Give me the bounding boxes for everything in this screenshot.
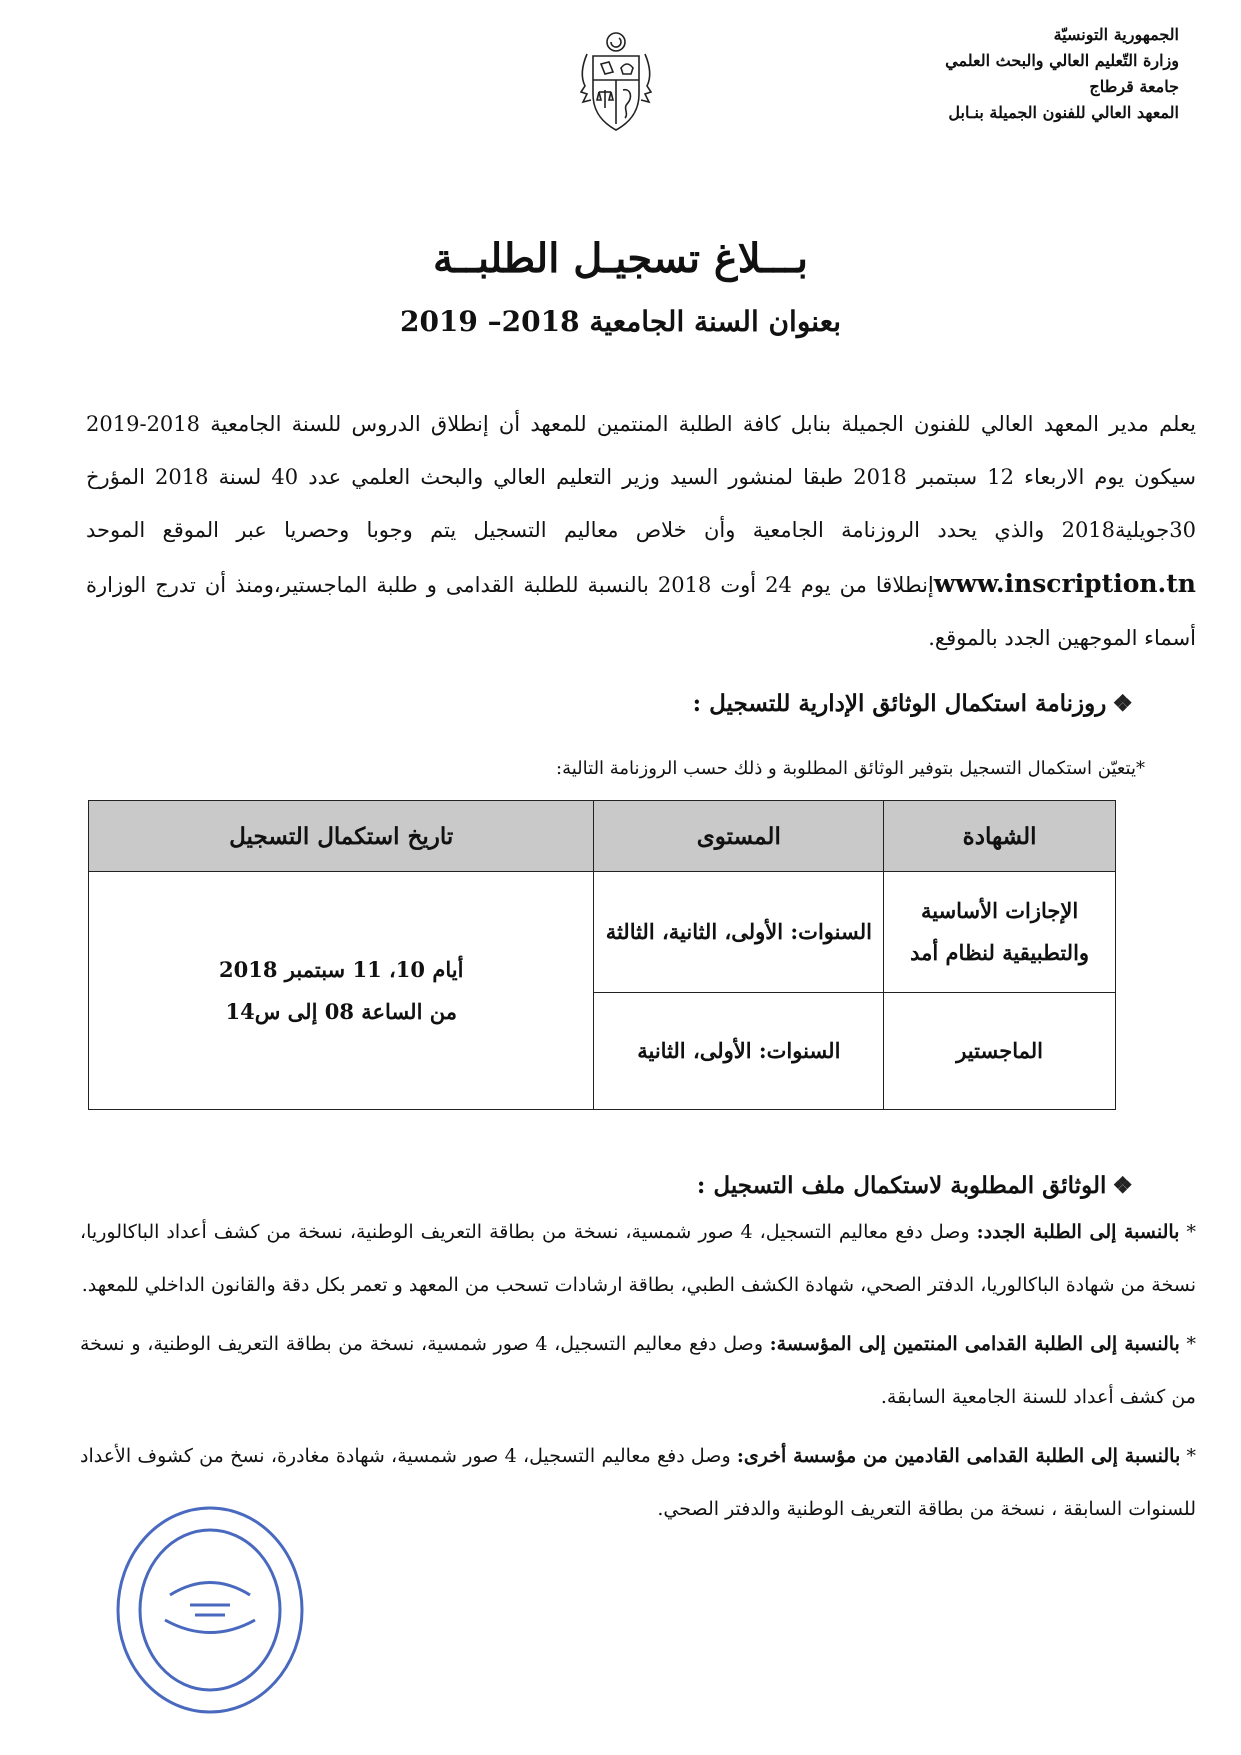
intro-tail: إنطلاقا من يوم 24 أوت 2018 بالنسبة للطلبة القدامى و طلبة الماجستير،ومنذ أن تدرج الوزارة أسماء الموجهين الجدد بالموقع. bbox=[86, 573, 1196, 650]
time-line: من الساعة 08 إلى س14 bbox=[225, 998, 457, 1024]
date-line: أيام 10، 11 سبتمبر 2018 bbox=[219, 956, 464, 982]
item-text: وصل دفع معاليم التسجيل، 4 صور شمسية، شهادة مغادرة، نسخ من كشوف الأعداد للسنوات السابقة ، نسخة من بطاقة التعريف الوطنية والدفتر الصحي. bbox=[80, 1445, 1196, 1520]
item-lead: بالنسبة إلى الطلبة القدامى المنتمين إلى المؤسسة: bbox=[769, 1333, 1180, 1355]
header-line: وزارة التّعليم العالي والبحث العلمي bbox=[945, 51, 1179, 70]
diamond-bullet-icon: ❖ bbox=[1112, 1172, 1133, 1199]
item-mark: * bbox=[1186, 1333, 1196, 1355]
column-header-date: تاريخ استكمال التسجيل bbox=[89, 801, 594, 872]
table-row bbox=[89, 872, 1116, 993]
intro-text: يعلم مدير المعهد العالي للفنون الجميلة بنابل كافة الطلبة المنتمين للمعهد أن إنطلاق الدروس للسنة الجامعية 2018-2019 سيكون يوم الاربعاء 12 سبتمبر 2018 طبقا لمنشور السيد وزير التعليم العالي والبحث العلمي عدد 40 لسنة 2018 المؤرخ 30جويلية2018 والذي يحدد الروزنامة الجامعية وأن خلاص معاليم التسجيل يتم وجوبا وحصريا عبر الموقع الموحد bbox=[86, 412, 1196, 542]
official-stamp-icon bbox=[110, 1500, 310, 1720]
cell-level: السنوات: الأولى، الثانية bbox=[594, 993, 884, 1110]
institution-header bbox=[879, 22, 1179, 126]
list-item bbox=[80, 1206, 1196, 1312]
coat-of-arms-icon bbox=[575, 28, 657, 136]
documents-list bbox=[80, 1206, 1196, 1542]
diamond-bullet-icon: ❖ bbox=[1112, 690, 1133, 717]
cell-degree: الإجازات الأساسية والتطبيقية لنظام أمد bbox=[884, 872, 1116, 993]
page-title: بـــلاغ تسجيـل الطلبــة bbox=[433, 235, 808, 282]
intro-paragraph bbox=[86, 398, 1196, 665]
header-line: جامعة قرطاج bbox=[1089, 77, 1179, 96]
registration-calendar-table bbox=[88, 800, 1116, 1110]
list-item bbox=[80, 1318, 1196, 1424]
section-calendar-heading bbox=[693, 690, 1133, 717]
section-heading-text: الوثائق المطلوبة لاستكمال ملف التسجيل : bbox=[696, 1172, 1107, 1199]
item-lead: بالنسبة إلى الطلبة الجدد: bbox=[976, 1221, 1180, 1243]
page-subtitle: بعنوان السنة الجامعية 2018– 2019 bbox=[399, 305, 842, 338]
cell-degree: الماجستير bbox=[884, 993, 1116, 1110]
cell-dates bbox=[89, 872, 594, 1110]
section-documents-heading bbox=[697, 1172, 1133, 1199]
section-heading-text: روزنامة استكمال الوثائق الإدارية للتسجيل : bbox=[692, 690, 1107, 717]
table-header-row bbox=[89, 801, 1116, 872]
registration-url: www.inscription.tn bbox=[933, 569, 1196, 598]
column-header-degree: الشهادة bbox=[884, 801, 1116, 872]
header-line: المعهد العالي للفنون الجميلة بنـابل bbox=[948, 103, 1179, 122]
calendar-note: *يتعيّن استكمال التسجيل بتوفير الوثائق المطلوبة و ذلك حسب الروزنامة التالية: bbox=[556, 758, 1145, 779]
header-line: الجمهورية التونسيّة bbox=[1053, 25, 1179, 44]
item-text: وصل دفع معاليم التسجيل، 4 صور شمسية، نسخة من بطاقة التعريف الوطنية، نسخة من كشف أعداد الباكالوريا، نسخة من شهادة الباكالوريا، الدفتر الصحي، شهادة الكشف الطبي، بطاقة ارشادات تسحب من المعهد و تعمر بكل دقة والقانون الداخلي للمعهد. bbox=[80, 1221, 1196, 1296]
column-header-level: المستوى bbox=[594, 801, 884, 872]
item-mark: * bbox=[1186, 1221, 1196, 1243]
cell-level: السنوات: الأولى، الثانية، الثالثة bbox=[594, 872, 884, 993]
item-mark: * bbox=[1186, 1445, 1197, 1467]
item-text: وصل دفع معاليم التسجيل، 4 صور شمسية، نسخة من بطاقة التعريف الوطنية، و نسخة من كشف أعداد للسنة الجامعية السابقة. bbox=[80, 1333, 1196, 1408]
item-lead: بالنسبة إلى الطلبة القدامى القادمين من مؤسسة أخرى: bbox=[736, 1445, 1181, 1467]
